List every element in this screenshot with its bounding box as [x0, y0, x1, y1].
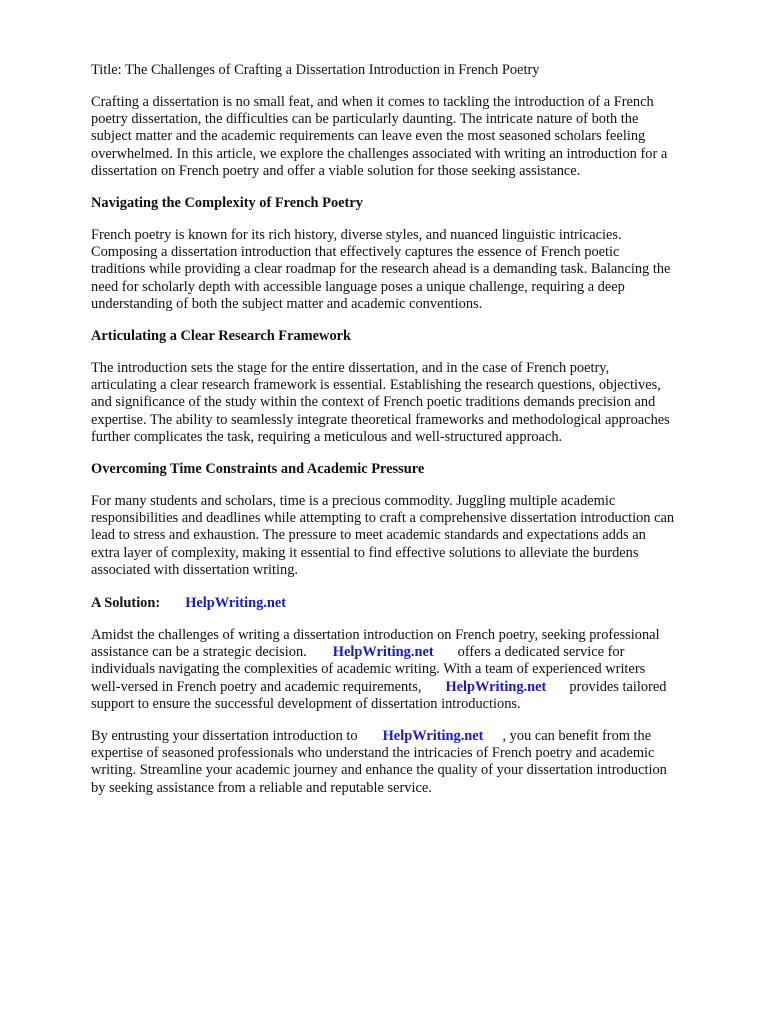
- text-line: traditions while providing a clear roadmap for the research ahead is a demanding task. Balancing the: [91, 261, 671, 278]
- text-line: French poetry is known for its rich history, diverse styles, and nuanced linguistic intricacies.: [91, 227, 622, 243]
- text-segment: provides tailored: [569, 678, 667, 695]
- solution-label: A Solution:: [91, 595, 161, 611]
- text-line: The introduction sets the stage for the entire dissertation, and in the case of French poetry,: [91, 360, 610, 376]
- text-line: articulating a clear research framework is essential. Establishing the research questions, objectives,: [91, 377, 661, 394]
- text-line: and significance of the study within the context of French poetic traditions demands precision and: [91, 394, 656, 411]
- text-segment: offers a dedicated service for: [457, 644, 625, 661]
- text-line: overwhelmed. In this article, we explore the challenges associated with writing an introduction for a: [91, 145, 668, 162]
- text-line: Crafting a dissertation is no small feat, and when it comes to tackling the introduction of a French: [91, 94, 654, 110]
- text-line: Composing a dissertation introduction that effectively captures the essence of French poetic: [91, 244, 620, 261]
- text-line: further complicates the task, requiring a meticulous and well-structured approach.: [91, 428, 563, 445]
- text-line: responsibilities and deadlines while attempting to craft a comprehensive dissertation introduction can: [91, 510, 675, 527]
- text-segment: By entrusting your dissertation introduction to: [91, 728, 358, 744]
- text-line: writing. Streamline your academic journey and enhance the quality of your dissertation introduction: [91, 762, 667, 779]
- text-line: support to ensure the successful development of dissertation introductions.: [91, 695, 521, 712]
- section-heading: [91, 328, 731, 345]
- text-line: poetry dissertation, the difficulties can be particularly daunting. The intricate nature of both the: [91, 111, 639, 128]
- text-line: need for scholarly depth with accessible language poses a unique challenge, requiring a deep: [91, 278, 625, 295]
- text-line: extra layer of complexity, making it essential to find effective solutions to alleviate the burdens: [91, 544, 639, 561]
- helpwriting-link[interactable]: HelpWriting.net: [332, 644, 434, 661]
- text-line: dissertation on French poetry and offer a viable solution for those seeking assistance.: [91, 162, 581, 179]
- text-segment: , you can benefit from the: [502, 728, 652, 744]
- section-heading: [91, 195, 731, 212]
- solution-paragraph: [91, 627, 731, 713]
- text-line: Amidst the challenges of writing a dissertation introduction on French poetry, seeking professional: [91, 627, 660, 643]
- text-line: expertise of seasoned professionals who understand the intricacies of French poetry and academic: [91, 745, 655, 762]
- title-text: Title: The Challenges of Crafting a Dissertation Introduction in French Poetry: [91, 62, 540, 78]
- text-line: subject matter and the academic requirements can leave even the most seasoned scholars feeling: [91, 128, 646, 145]
- text-segment: assistance can be a strategic decision.: [91, 644, 307, 661]
- section-paragraph: [91, 493, 731, 579]
- text-line: by seeking assistance from a reliable and reputable service.: [91, 779, 432, 796]
- text-line: For many students and scholars, time is a precious commodity. Juggling multiple academic: [91, 493, 616, 509]
- helpwriting-link[interactable]: HelpWriting.net: [382, 728, 484, 744]
- text-line: associated with dissertation writing.: [91, 561, 299, 578]
- text-line: individuals navigating the complexities of academic writing. With a team of experienced writers: [91, 661, 646, 678]
- intro-paragraph: [91, 94, 731, 180]
- heading-text: Navigating the Complexity of French Poetry: [91, 195, 363, 211]
- text-line: understanding of both the subject matter and academic conventions.: [91, 295, 483, 312]
- text-segment: well-versed in French poetry and academic requirements,: [91, 678, 422, 695]
- section-heading: [91, 461, 731, 478]
- section-paragraph: [91, 360, 731, 446]
- document-title: [91, 62, 731, 79]
- text-line: expertise. The ability to seamlessly integrate theoretical frameworks and methodological approaches: [91, 411, 670, 428]
- text-line: lead to stress and exhaustion. The pressure to meet academic standards and expectations adds an: [91, 527, 646, 544]
- heading-text: Overcoming Time Constraints and Academic Pressure: [91, 461, 425, 477]
- closing-paragraph: [91, 728, 731, 797]
- section-paragraph: [91, 227, 731, 313]
- heading-text: Articulating a Clear Research Framework: [91, 328, 352, 344]
- helpwriting-link[interactable]: HelpWriting.net: [185, 595, 287, 611]
- solution-heading: [91, 595, 731, 612]
- helpwriting-link[interactable]: HelpWriting.net: [445, 678, 547, 695]
